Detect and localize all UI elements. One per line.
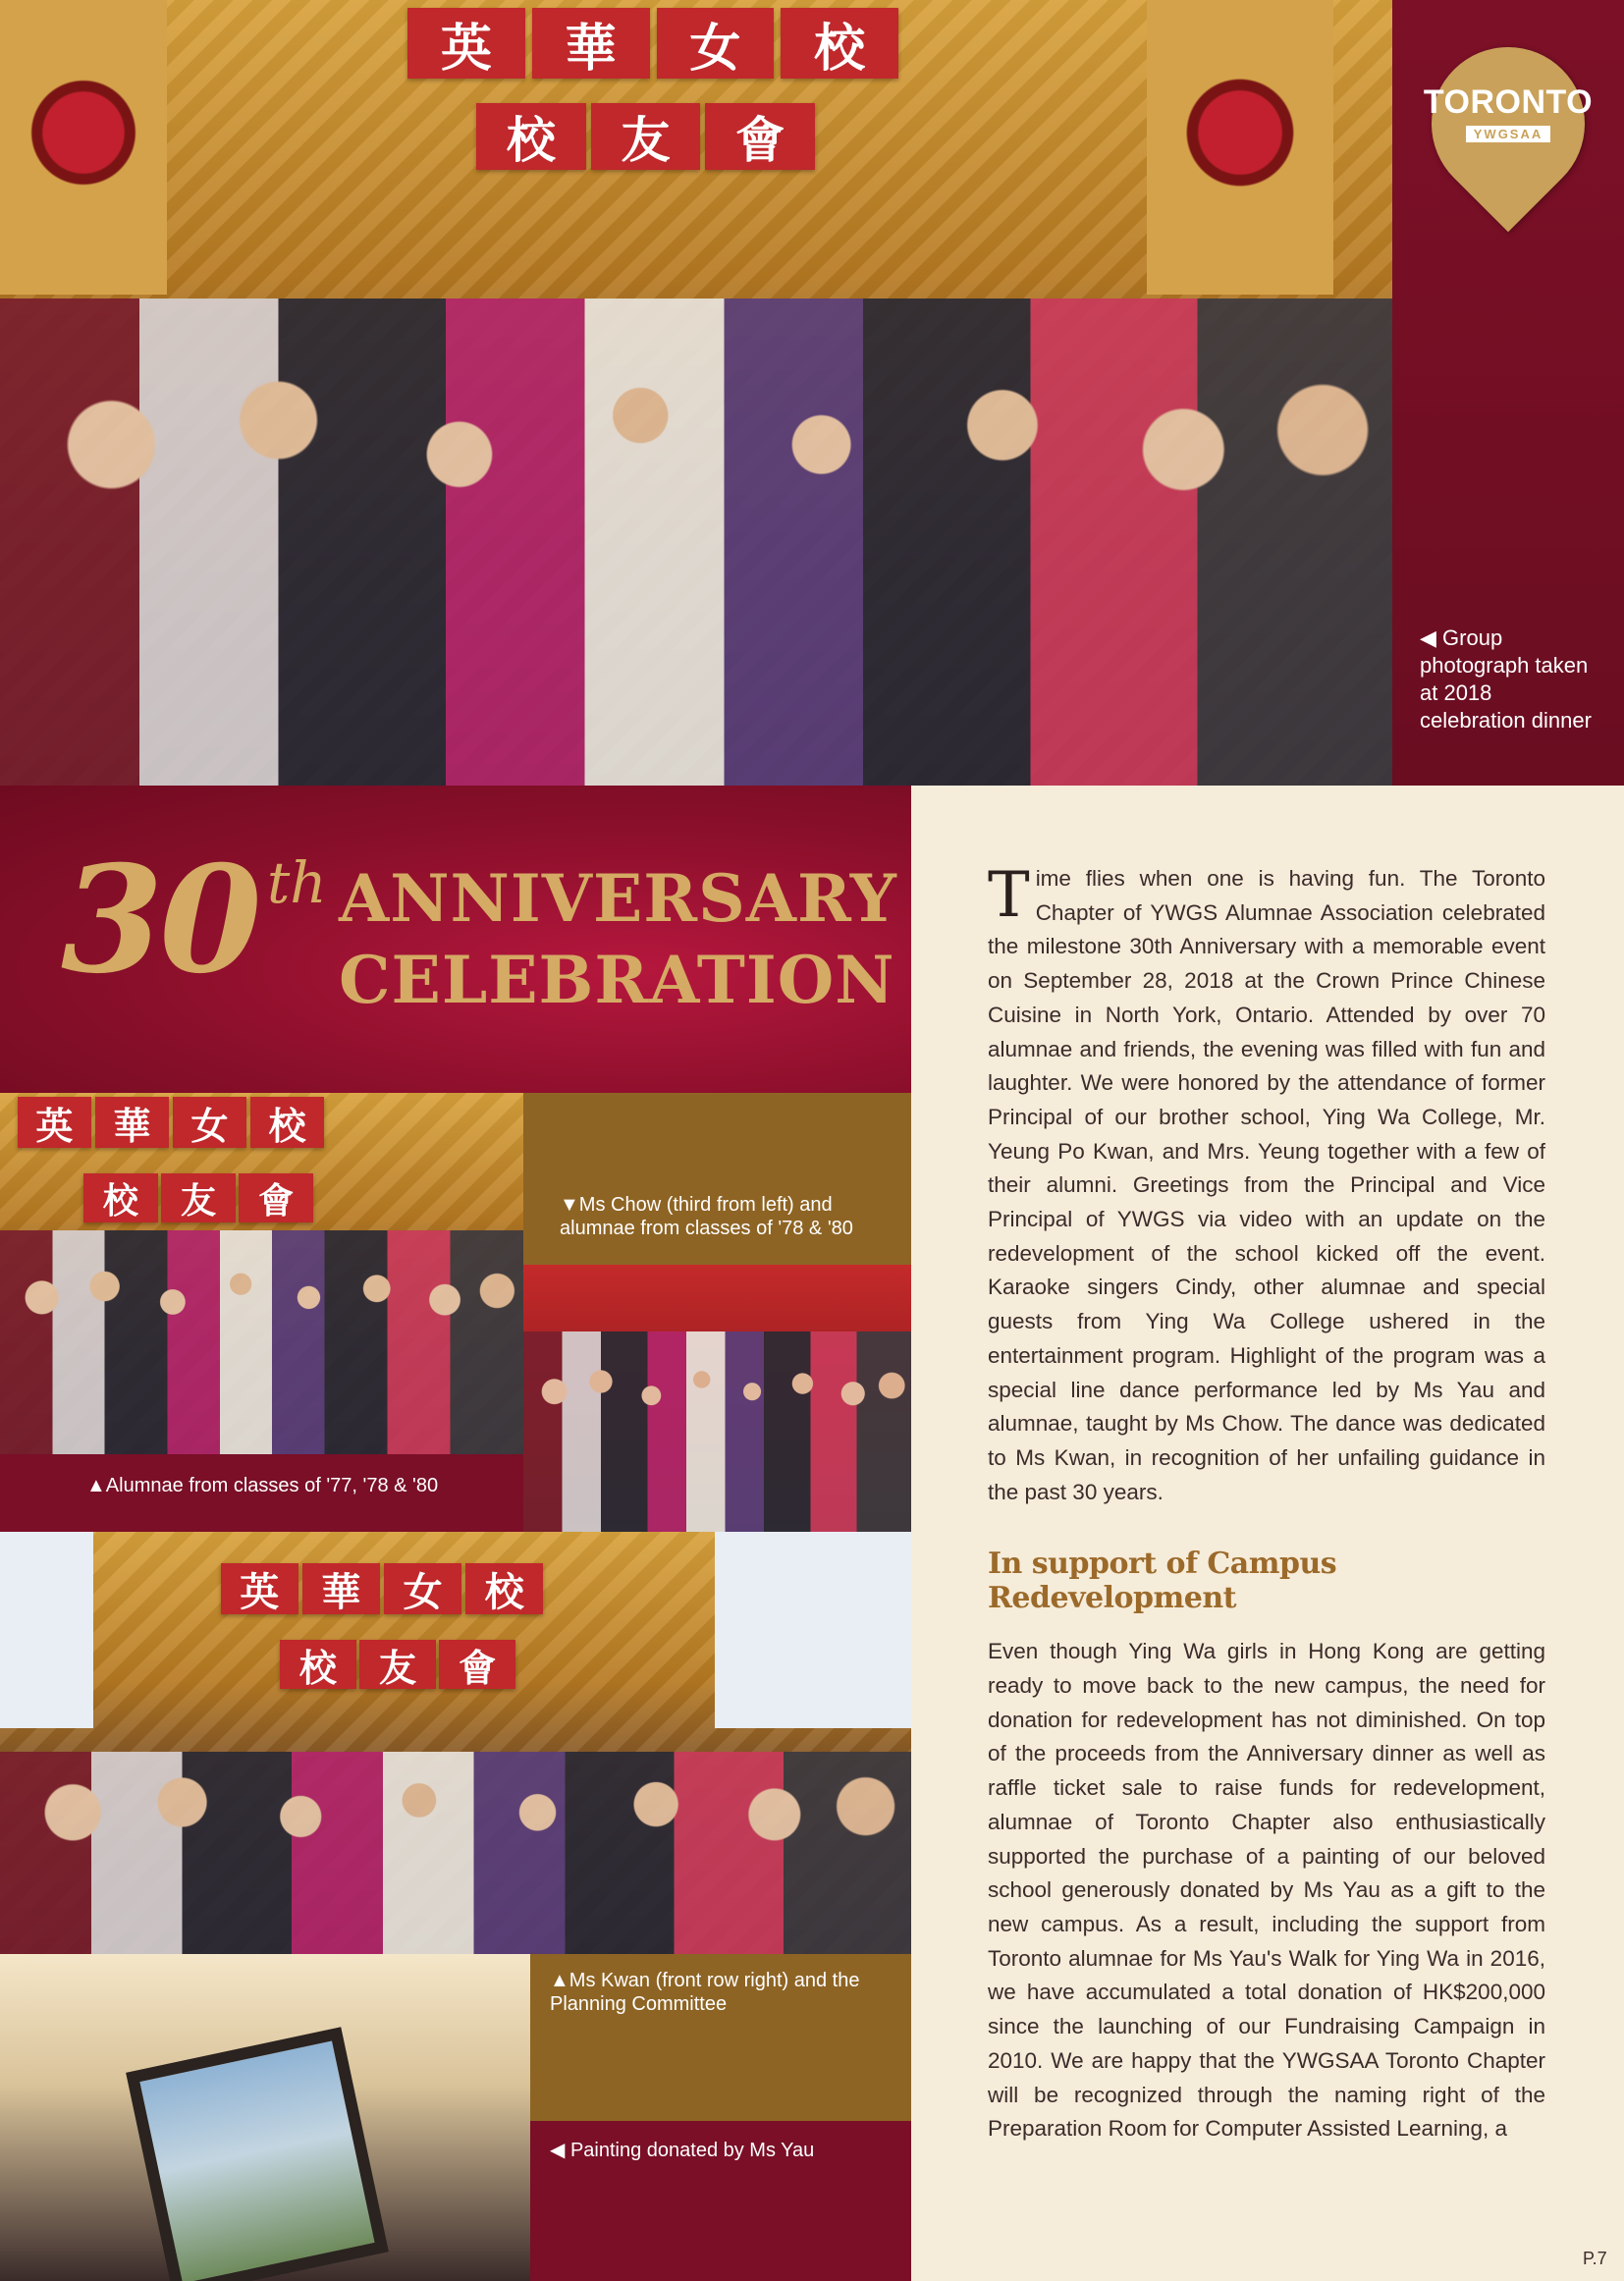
school-name-banner <box>407 8 898 79</box>
group-photo <box>0 0 1392 786</box>
ms-chow-photo <box>523 1265 911 1532</box>
badge-label: TORONTO <box>1423 83 1594 121</box>
banner-char: 英 <box>221 1563 298 1614</box>
banner-char: 友 <box>359 1640 436 1689</box>
title-line-2: CELEBRATION <box>339 942 895 1018</box>
alumnae-banner <box>83 1173 313 1222</box>
alumnae-banner <box>280 1640 515 1689</box>
paragraph-1-text: ime flies when one is having fun. The Toronto Chapter of YWGS Alumnae Association celebrated the milestone 30th Anniversary with a memorable event on September 28, 2018 at the Crown Prince Chinese Cuisine in North York, Ontario. Attended by over 70 alumnae and friends, the evening was filled with fun and laughter. We were honored by the attendance of former Principal of our brother school, Ying Wa College, Mr. Yeung Po Kwan, and Mrs. Yeung together with a few of their alumni. Greetings from the Principal and Vice Principal of YWGS via video with an update on the redevelopment of the school kicked off the event. Karaoke singers Cindy, other alumnae and special guests from Ying Wa College ushered in the entertainment program. Highlight of the program was a special line dance performance led by Ms Yau and alumnae, taught by Ms Chow. The dance was dedicated to Ms Kwan, in recognition of her unfailing guidance in the past 30 years. <box>988 866 1545 1504</box>
red-curtain-decoration <box>1147 0 1333 295</box>
crowd-of-people <box>0 299 1392 786</box>
banner-char: 華 <box>532 8 650 79</box>
section-heading: In support of Campus Redevelopment <box>988 1547 1337 1616</box>
banner-char: 校 <box>476 103 586 170</box>
banner-char: 友 <box>591 103 701 170</box>
banner-char: 會 <box>705 103 815 170</box>
classes-photo <box>0 1093 523 1454</box>
projection-screen <box>0 1532 93 1728</box>
article-column <box>988 859 1545 2146</box>
crowd-of-people <box>0 1752 911 1954</box>
title-suffix: th <box>267 849 327 916</box>
painting-photo <box>0 1954 530 2281</box>
badge-sublabel: YWGSAA <box>1466 126 1551 142</box>
banner-char: 校 <box>250 1097 324 1148</box>
ms-kwan-caption: ▲Ms Kwan (front row right) and the Planning Committee <box>550 1970 860 2015</box>
banner-char: 校 <box>465 1563 543 1614</box>
banner-char: 校 <box>280 1640 356 1689</box>
school-painting <box>126 2027 389 2281</box>
banner-char: 會 <box>439 1640 515 1689</box>
crowd-of-people <box>0 1230 523 1454</box>
alumnae-banner <box>476 103 815 170</box>
banner-char: 校 <box>83 1173 158 1222</box>
drop-cap: T <box>988 859 1030 932</box>
red-curtain-decoration <box>0 0 167 295</box>
banner-char: 女 <box>657 8 775 79</box>
banner-char: 會 <box>239 1173 313 1222</box>
school-name-banner <box>221 1563 543 1614</box>
banner-char: 女 <box>173 1097 246 1148</box>
crowd-of-people <box>523 1331 911 1532</box>
school-name-banner <box>18 1097 324 1148</box>
banner-char: 英 <box>18 1097 91 1148</box>
article-paragraph-1 <box>988 859 1545 1509</box>
article-paragraph-2: Even though Ying Wa girls in Hong Kong are getting ready to move back to the new campus, the need for donation for redevelopment has not diminished. On top of the proceeds from the Anniversary dinner as well as raffle ticket sale to raise funds for redevelopment, alumnae of Toronto Chapter also enthusiastically supported the purchase of a painting of our beloved school generously donated by Ms Yau as a gift to the new campus. As a result, including the support from Toronto alumnae for Ms Yau's Walk for Ying Wa in 2016, we have accumulated a total donation of HK$200,000 since the launching of our Fundraising Campaign in 2010. We are happy that the YWGSAA Toronto Chapter will be recognized through the naming right of the Preparation Room for Computer Assisted Learning, a <box>988 1639 1545 2142</box>
ms-chow-caption: ▼Ms Chow (third from left) and alumnae from classes of '78 & '80 <box>560 1194 853 1239</box>
title-number: 30 <box>61 834 258 1006</box>
group-photo-caption: ◀ Group photograph taken at 2018 celebration dinner <box>1420 625 1592 733</box>
banner-char: 友 <box>161 1173 236 1222</box>
page-number: P.7 <box>1583 2249 1607 2268</box>
banner-char: 華 <box>302 1563 380 1614</box>
title-line-1: ANNIVERSARY <box>339 860 897 937</box>
projection-screen <box>715 1532 911 1728</box>
banner-char: 女 <box>384 1563 461 1614</box>
painting-caption: ◀ Painting donated by Ms Yau <box>550 2140 815 2161</box>
banner-char: 校 <box>781 8 898 79</box>
banner-char: 英 <box>407 8 525 79</box>
classes-caption: ▲Alumnae from classes of '77, '78 & '80 <box>86 1475 439 1496</box>
toronto-badge <box>1423 47 1594 200</box>
planning-committee-photo <box>0 1532 911 1954</box>
banner-char: 華 <box>95 1097 169 1148</box>
